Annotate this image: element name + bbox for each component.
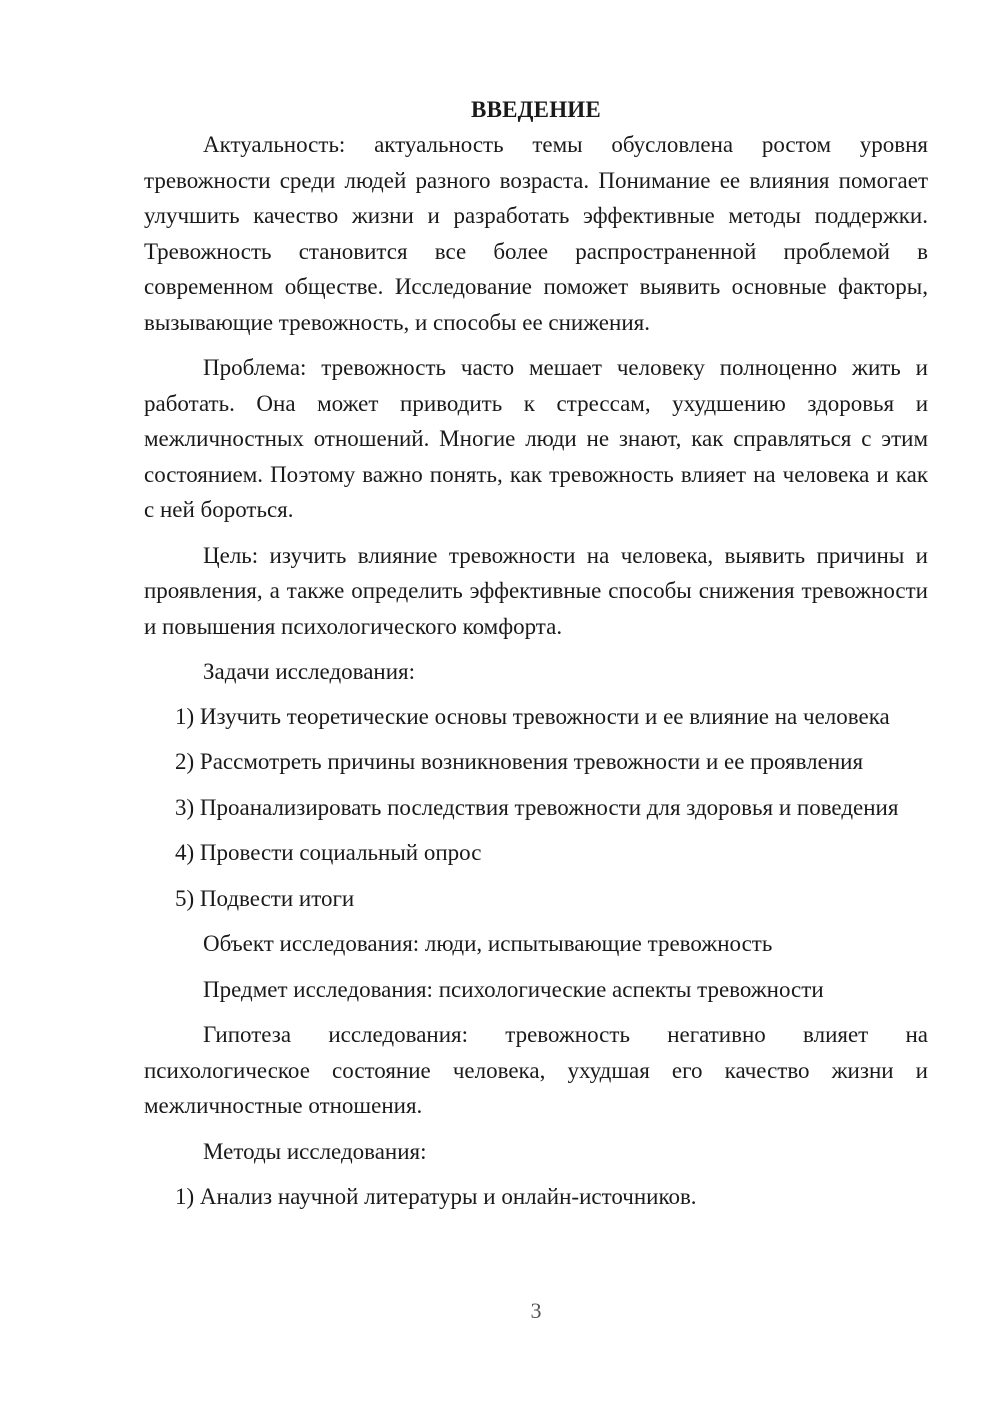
research-object: Объект исследования: люди, испытывающие тревожность (203, 931, 773, 956)
page-title: ВВЕДЕНИЕ (471, 97, 601, 122)
page-number: 3 (530, 1298, 542, 1323)
task-item: 3) Проанализировать последствия тревожности для здоровья и поведения (175, 794, 899, 820)
methods-heading: Методы исследования: (203, 1138, 427, 1164)
relevance-paragraph: Актуальность: актуальность темы обусловлена ростом уровня тревожности среди людей разного возраста. Понимание ее влияния помогает улучшить качество жизни и разработать эффективные методы поддержки. Тревожность становится все более распространенной проблемой в современном обществе. Исследование поможет выявить основные факторы, вызывающие тревожность, и способы ее снижения. (144, 132, 928, 335)
goal-paragraph: Цель: изучить влияние тревожности на человека, выявить причины и проявления, а также определить эффективные способы снижения тревожности и повышения психологического комфорта. (144, 542, 928, 639)
page-content (144, 92, 928, 1225)
problem-paragraph: Проблема: тревожность часто мешает человеку полноценно жить и работать. Она может приводить к стрессам, ухудшению здоровья и межличностных отношений. Многие люди не знают, как справляться с этим состоянием. Поэтому важно понять, как тревожность влияет на человека и как с ней бороться. (144, 355, 928, 522)
method-item: 1) Анализ научной литературы и онлайн-источников. (175, 1184, 697, 1209)
tasks-heading: Задачи исследования: (203, 659, 416, 684)
task-item: 5) Подвести итоги (175, 885, 355, 911)
task-item: 4) Провести социальный опрос (175, 840, 482, 865)
task-item: 1) Изучить теоретические основы тревожности и ее влияние на человека (175, 703, 890, 729)
research-hypothesis: Гипотеза исследования: тревожность негативно влияет на психологическое состояние человека, ухудшая его качество жизни и межличностные отношения. (144, 1022, 928, 1118)
task-item: 2) Рассмотреть причины возникновения тревожности и ее проявления (175, 749, 864, 774)
research-subject: Предмет исследования: психологические аспекты тревожности (203, 976, 824, 1002)
